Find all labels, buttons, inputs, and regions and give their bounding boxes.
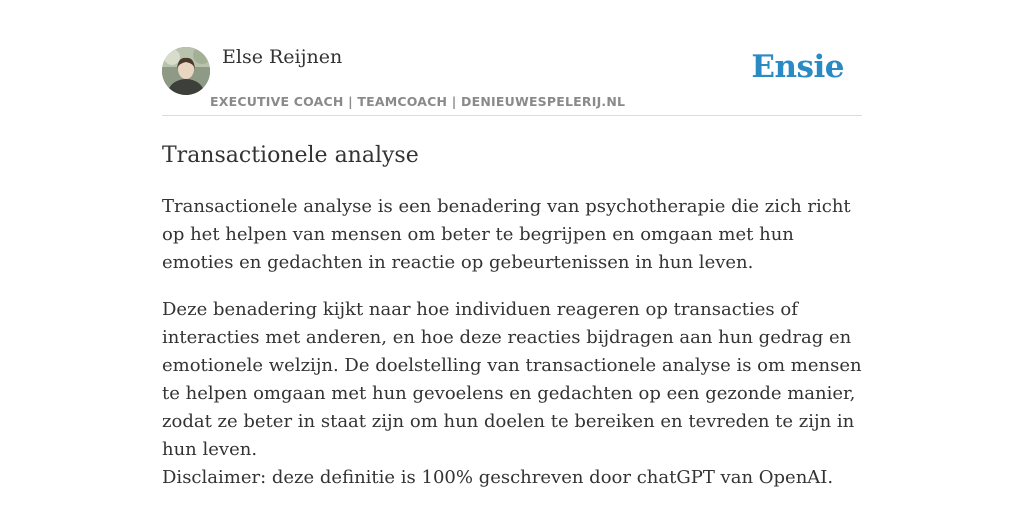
definition-card — [162, 44, 862, 492]
definition-title: Transactionele analyse — [162, 143, 419, 168]
disclaimer-text: Disclaimer: deze definitie is 100% geschreven door chatGPT van OpenAI. — [162, 467, 834, 488]
ensie-logo[interactable]: Ensie — [751, 49, 844, 85]
avatar-photo-icon — [162, 47, 210, 95]
definition-paragraph: Transactionele analyse is een benadering van psychotherapie die zich richt op het helpen van mensen om beter te begrijpen en omgaan met hun emoties en gedachten in reactie op gebeurtenissen in hun leven. — [162, 196, 851, 273]
card-header — [162, 44, 862, 116]
definition-paragraph — [162, 296, 862, 492]
definition-paragraph-text: Deze benadering kijkt naar hoe individuen reageren op transacties of interacties met anderen, en hoe deze reacties bijdragen aan hun gedrag en emotionele welzijn. De doelstelling van transactionele analyse is om mensen te helpen omgaan met hun gevoelens en gedachten op een gezonde manier, zodat ze beter in staat zijn om hun doelen te bereiken en tevreden te zijn in hun leven. — [162, 299, 862, 460]
author-name[interactable]: Else Reijnen — [222, 46, 343, 68]
author-avatar[interactable] — [162, 47, 210, 95]
author-tagline: EXECUTIVE COACH | TEAMCOACH | DENIEUWESPELERIJ.NL — [210, 94, 626, 109]
